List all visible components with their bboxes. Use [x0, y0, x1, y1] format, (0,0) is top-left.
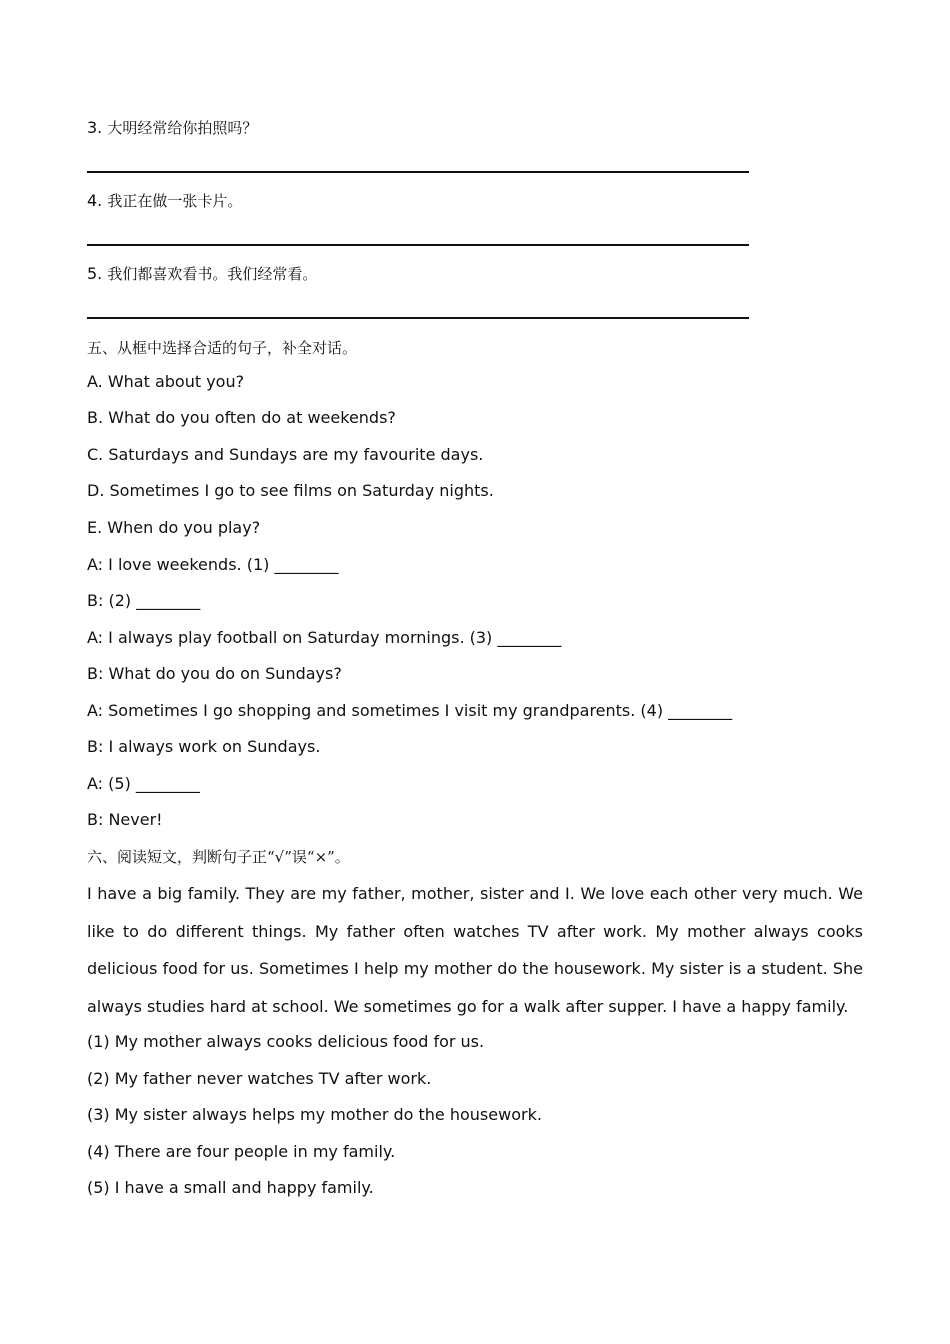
statement-5: (5) I have a small and happy family.	[87, 1178, 374, 1197]
option-c: C. Saturdays and Sundays are my favourite days.	[87, 445, 484, 464]
translation-item-4	[87, 190, 242, 212]
option-a: A. What about you?	[87, 372, 245, 391]
statement-1: (1) My mother always cooks delicious food for us.	[87, 1032, 485, 1051]
statement-4: (4) There are four people in my family.	[87, 1142, 396, 1161]
dialogue-line-7: A: (5) ________	[87, 774, 200, 793]
answer-line-3[interactable]	[87, 171, 749, 173]
dialogue-line-2: B: (2) ________	[87, 591, 201, 610]
dialogue-line-1: A: I love weekends. (1) ________	[87, 555, 339, 574]
item-text: 我们都喜欢看书。我们经常看。	[107, 265, 318, 283]
statement-3: (3) My sister always helps my mother do the housework.	[87, 1105, 542, 1124]
dialogue-line-6: B: I always work on Sundays.	[87, 737, 321, 756]
reading-passage: I have a big family. They are my father, mother, sister and I. We love each other very much. We like to do different things. My father often watches TV after work. My mother always cooks delicious food for us. Sometimes I help my mother do the housework. My sister is a student. She always studies hard at school. We sometimes go for a walk after supper. I have a happy family.	[87, 884, 863, 1016]
translation-item-3	[87, 117, 257, 139]
option-e: E. When do you play?	[87, 518, 261, 537]
section5-heading: 五、从框中选择合适的句子，补全对话。	[87, 339, 358, 357]
item-number: 3.	[87, 118, 103, 137]
dialogue-line-4: B: What do you do on Sundays?	[87, 664, 342, 683]
statement-2: (2) My father never watches TV after work.	[87, 1069, 432, 1088]
dialogue-line-8: B: Never!	[87, 810, 163, 829]
answer-line-4[interactable]	[87, 244, 749, 246]
item-number: 4.	[87, 191, 103, 210]
item-text: 大明经常给你拍照吗？	[107, 119, 258, 137]
dialogue-line-5: A: Sometimes I go shopping and sometimes I visit my grandparents. (4) ________	[87, 701, 733, 720]
translation-item-5	[87, 263, 317, 285]
dialogue-line-3: A: I always play football on Saturday mornings. (3) ________	[87, 628, 562, 647]
section6-heading: 六、阅读短文，判断句子正“√”误“×”。	[87, 848, 350, 866]
option-d: D. Sometimes I go to see films on Saturday nights.	[87, 481, 494, 500]
item-text: 我正在做一张卡片。	[107, 192, 243, 210]
answer-line-5[interactable]	[87, 317, 749, 319]
item-number: 5.	[87, 264, 103, 283]
option-b: B. What do you often do at weekends?	[87, 408, 396, 427]
